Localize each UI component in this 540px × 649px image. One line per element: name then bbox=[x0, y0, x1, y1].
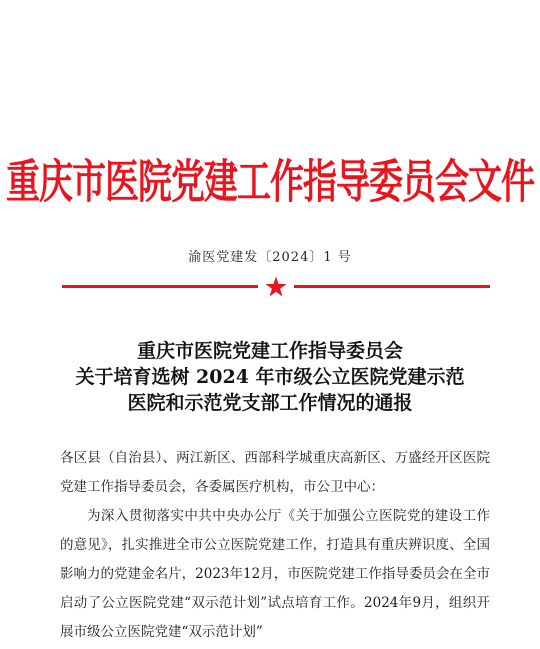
separator-line-right bbox=[294, 285, 490, 288]
red-separator bbox=[62, 276, 490, 298]
title-line-1: 重庆市医院党建工作指导委员会 bbox=[136, 340, 403, 362]
separator-line-left bbox=[62, 285, 258, 288]
document-title bbox=[0, 338, 540, 416]
red-star-icon bbox=[264, 275, 288, 299]
title-line-3: 医院和示范党支部工作情况的通报 bbox=[127, 392, 413, 414]
document-number: 渝医党建发〔2024〕1 号 bbox=[188, 250, 352, 265]
salutation: 各区县（自治县）、两江新区、西部科学城重庆高新区、万盛经开区医院党建工作指导委员会，各委属医疗机构，市公卫中心： bbox=[60, 450, 490, 495]
document-body bbox=[60, 444, 490, 647]
document-masthead: 重庆市医院党建工作指导委员会文件 bbox=[6, 155, 534, 210]
title-line-2: 关于培育选树 2024 年市级公立医院党建示范 bbox=[75, 366, 465, 388]
body-paragraph: 为深入贯彻落实中共中央办公厅《关于加强公立医院党的建设工作的意见》，扎实推进全市公立医院党建工作，打造具有重庆辨识度、全国影响力的党建金名片，2023年12月，市医院党建工作指导委员会在全市启动了公立医院党建“双示范计划”试点培育工作。2024年9月，组织开展市级公立医院党建“双示范计划” bbox=[60, 508, 490, 640]
